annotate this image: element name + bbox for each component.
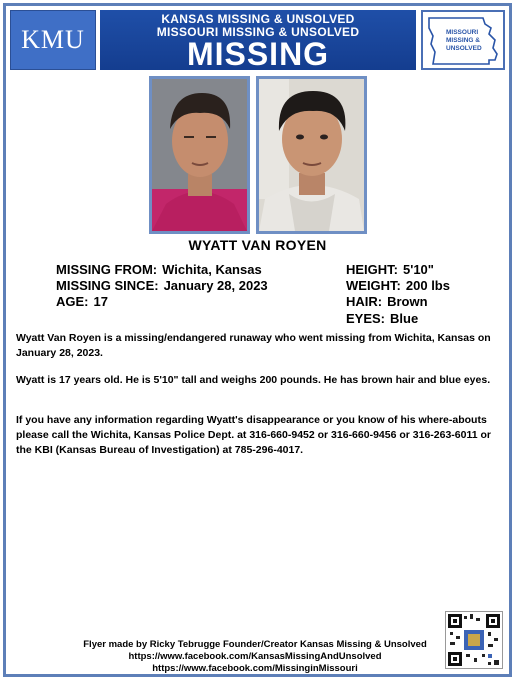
missing-from-label: MISSING FROM: — [56, 262, 158, 277]
missing-since-value: January 28, 2023 — [163, 278, 268, 293]
height-row — [346, 262, 434, 277]
height-label: HEIGHT: — [346, 262, 398, 277]
missing-person-photo-2 — [256, 76, 367, 234]
banner-line-missouri: MISSOURI MISSING & UNSOLVED — [156, 25, 360, 39]
age-label: AGE: — [56, 294, 89, 309]
hair-value: Brown — [387, 294, 428, 309]
missing-from-value: Wichita, Kansas — [162, 262, 262, 277]
facebook-link-missouri[interactable]: https://www.facebook.com/MissinginMissouri — [152, 663, 358, 674]
eyes-row — [346, 311, 418, 326]
eyes-label: EYES: — [346, 311, 386, 326]
hair-row — [346, 294, 428, 309]
weight-row — [346, 278, 450, 293]
missing-from-row — [56, 262, 262, 277]
missing-person-photo-1 — [149, 76, 250, 234]
hair-label: HAIR: — [346, 294, 383, 309]
banner-line-kansas: KANSAS MISSING & UNSOLVED — [161, 12, 355, 26]
kmu-logo — [10, 10, 96, 70]
missing-since-label: MISSING SINCE: — [56, 278, 159, 293]
flyer-credit: Flyer made by Ricky Tebrugge Founder/Creator Kansas Missing & Unsolved — [83, 639, 427, 650]
age-row — [56, 294, 108, 309]
missing-title: MISSING — [186, 36, 330, 72]
height-value: 5'10" — [403, 262, 434, 277]
missing-since-row — [56, 278, 268, 293]
weight-value: 200 lbs — [405, 278, 450, 293]
weight-label: WEIGHT: — [346, 278, 401, 293]
missouri-logo-text: MISSOURI MISSING & UNSOLVED — [446, 29, 482, 52]
facebook-link-kansas[interactable]: https://www.facebook.com/KansasMissingAndUnsolved — [128, 651, 382, 662]
contact-paragraph: If you have any information regarding Wyatt's disappearance or you know of his where-abouts please call the Wichita, Kansas Police Dept. at 316-660-9452 or 316-660-9456 or 316-263-6011 or the KBI (Kansas Bureau of Investigation) at 785-296-4017. — [16, 414, 491, 456]
qr-code-icon[interactable] — [445, 611, 503, 669]
age-value: 17 — [93, 294, 108, 309]
description-paragraph-2: Wyatt is 17 years old. He is 5'10" tall and weighs 200 pounds. He has brown hair and blue eyes. — [16, 374, 491, 386]
eyes-value: Blue — [390, 311, 419, 326]
header-banner — [100, 10, 416, 70]
kmu-logo-text: KMU — [21, 25, 85, 54]
missouri-logo — [421, 10, 505, 70]
person-name: WYATT VAN ROYEN — [188, 237, 327, 253]
description-paragraph-1: Wyatt Van Royen is a missing/endangered runaway who went missing from Wichita, Kansas on January 28, 2023. — [16, 332, 491, 359]
